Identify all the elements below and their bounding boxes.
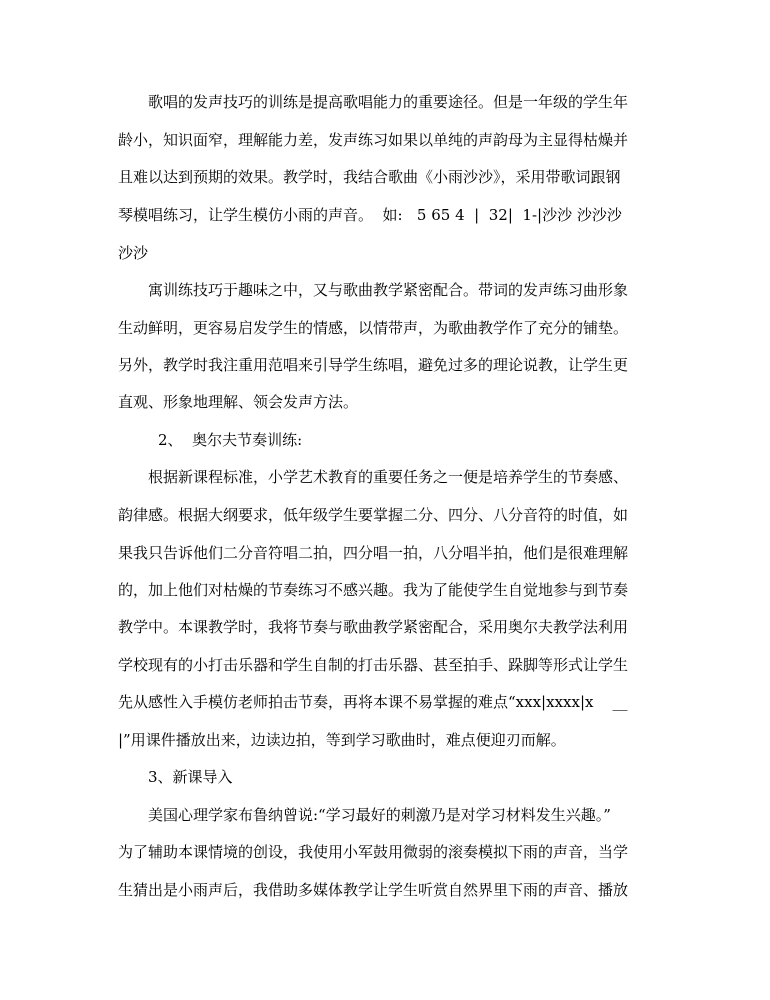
- paragraph-line: 的，加上他们对枯燥的节奏练习不感兴趣。我为了能使学生自觉地参与到节奏: [118, 581, 629, 599]
- paragraph-line: 沙沙: [118, 244, 149, 262]
- paragraph-line: |”用课件播放出来，边读边拍，等到学习歌曲时，难点便迎刃而解。: [118, 731, 566, 749]
- paragraph-line: 果我只告诉他们二分音符唱二拍，四分唱一拍，八分唱半拍，他们是很难理解: [118, 544, 629, 562]
- paragraph-line: 韵律感。根据大纲要求，低年级学生要掌握二分、四分、八分音符的时值，如: [118, 506, 629, 524]
- paragraph-line: 龄小，知识面窄，理解能力差，发声练习如果以单纯的声韵母为主显得枯燥并: [118, 131, 629, 149]
- paragraph-line: 为了辅助本课情境的创设，我使用小军鼓用微弱的滚奏模拟下雨的声音，当学: [118, 843, 629, 861]
- section-heading: 3、新课导入: [148, 768, 233, 786]
- paragraph-line: 琴模唱练习，让学生模仿小雨的声音。 如: 5 65 4 | 32| 1-|沙沙 沙沙沙: [118, 206, 622, 224]
- paragraph-line: 先从感性入手模仿老师拍击节奏，再将本课不易掌握的难点“xxx|xxxx|x __: [118, 693, 628, 711]
- paragraph-line: 直观、形象地理解、领会发声方法。: [118, 393, 359, 411]
- paragraph-line: 另外，教学时我注重用范唱来引导学生练唱，避免过多的理论说教，让学生更: [118, 356, 629, 374]
- paragraph-line: 根据新课程标准，小学艺术教育的重要任务之一便是培养学生的节奏感、: [148, 468, 629, 486]
- paragraph-line: 歌唱的发声技巧的训练是提高歌唱能力的重要途径。但是一年级的学生年: [148, 93, 629, 111]
- paragraph-line: 寓训练技巧于趣味之中，又与歌曲教学紧密配合。带词的发声练习曲形象: [148, 281, 629, 299]
- section-heading: 2、 奥尔夫节奏训练:: [158, 431, 303, 449]
- paragraph-line: 学校现有的小打击乐器和学生自制的打击乐器、甚至拍手、跺脚等形式让学生: [118, 656, 629, 674]
- paragraph-line: 生动鲜明，更容易启发学生的情感，以情带声，为歌曲教学作了充分的铺垫。: [118, 319, 629, 337]
- paragraph-line: 生猜出是小雨声后，我借助多媒体教学让学生听赏自然界里下雨的声音、播放: [118, 881, 629, 899]
- paragraph-line: 美国心理学家布鲁纳曾说:“学习最好的刺激乃是对学习材料发生兴趣。”: [148, 806, 611, 824]
- paragraph-line: 且难以达到预期的效果。教学时，我结合歌曲《小雨沙沙》，采用带歌词跟钢: [118, 168, 621, 186]
- paragraph-line: 教学中。本课教学时，我将节奏与歌曲教学紧密配合，采用奥尔夫教学法利用: [118, 618, 629, 636]
